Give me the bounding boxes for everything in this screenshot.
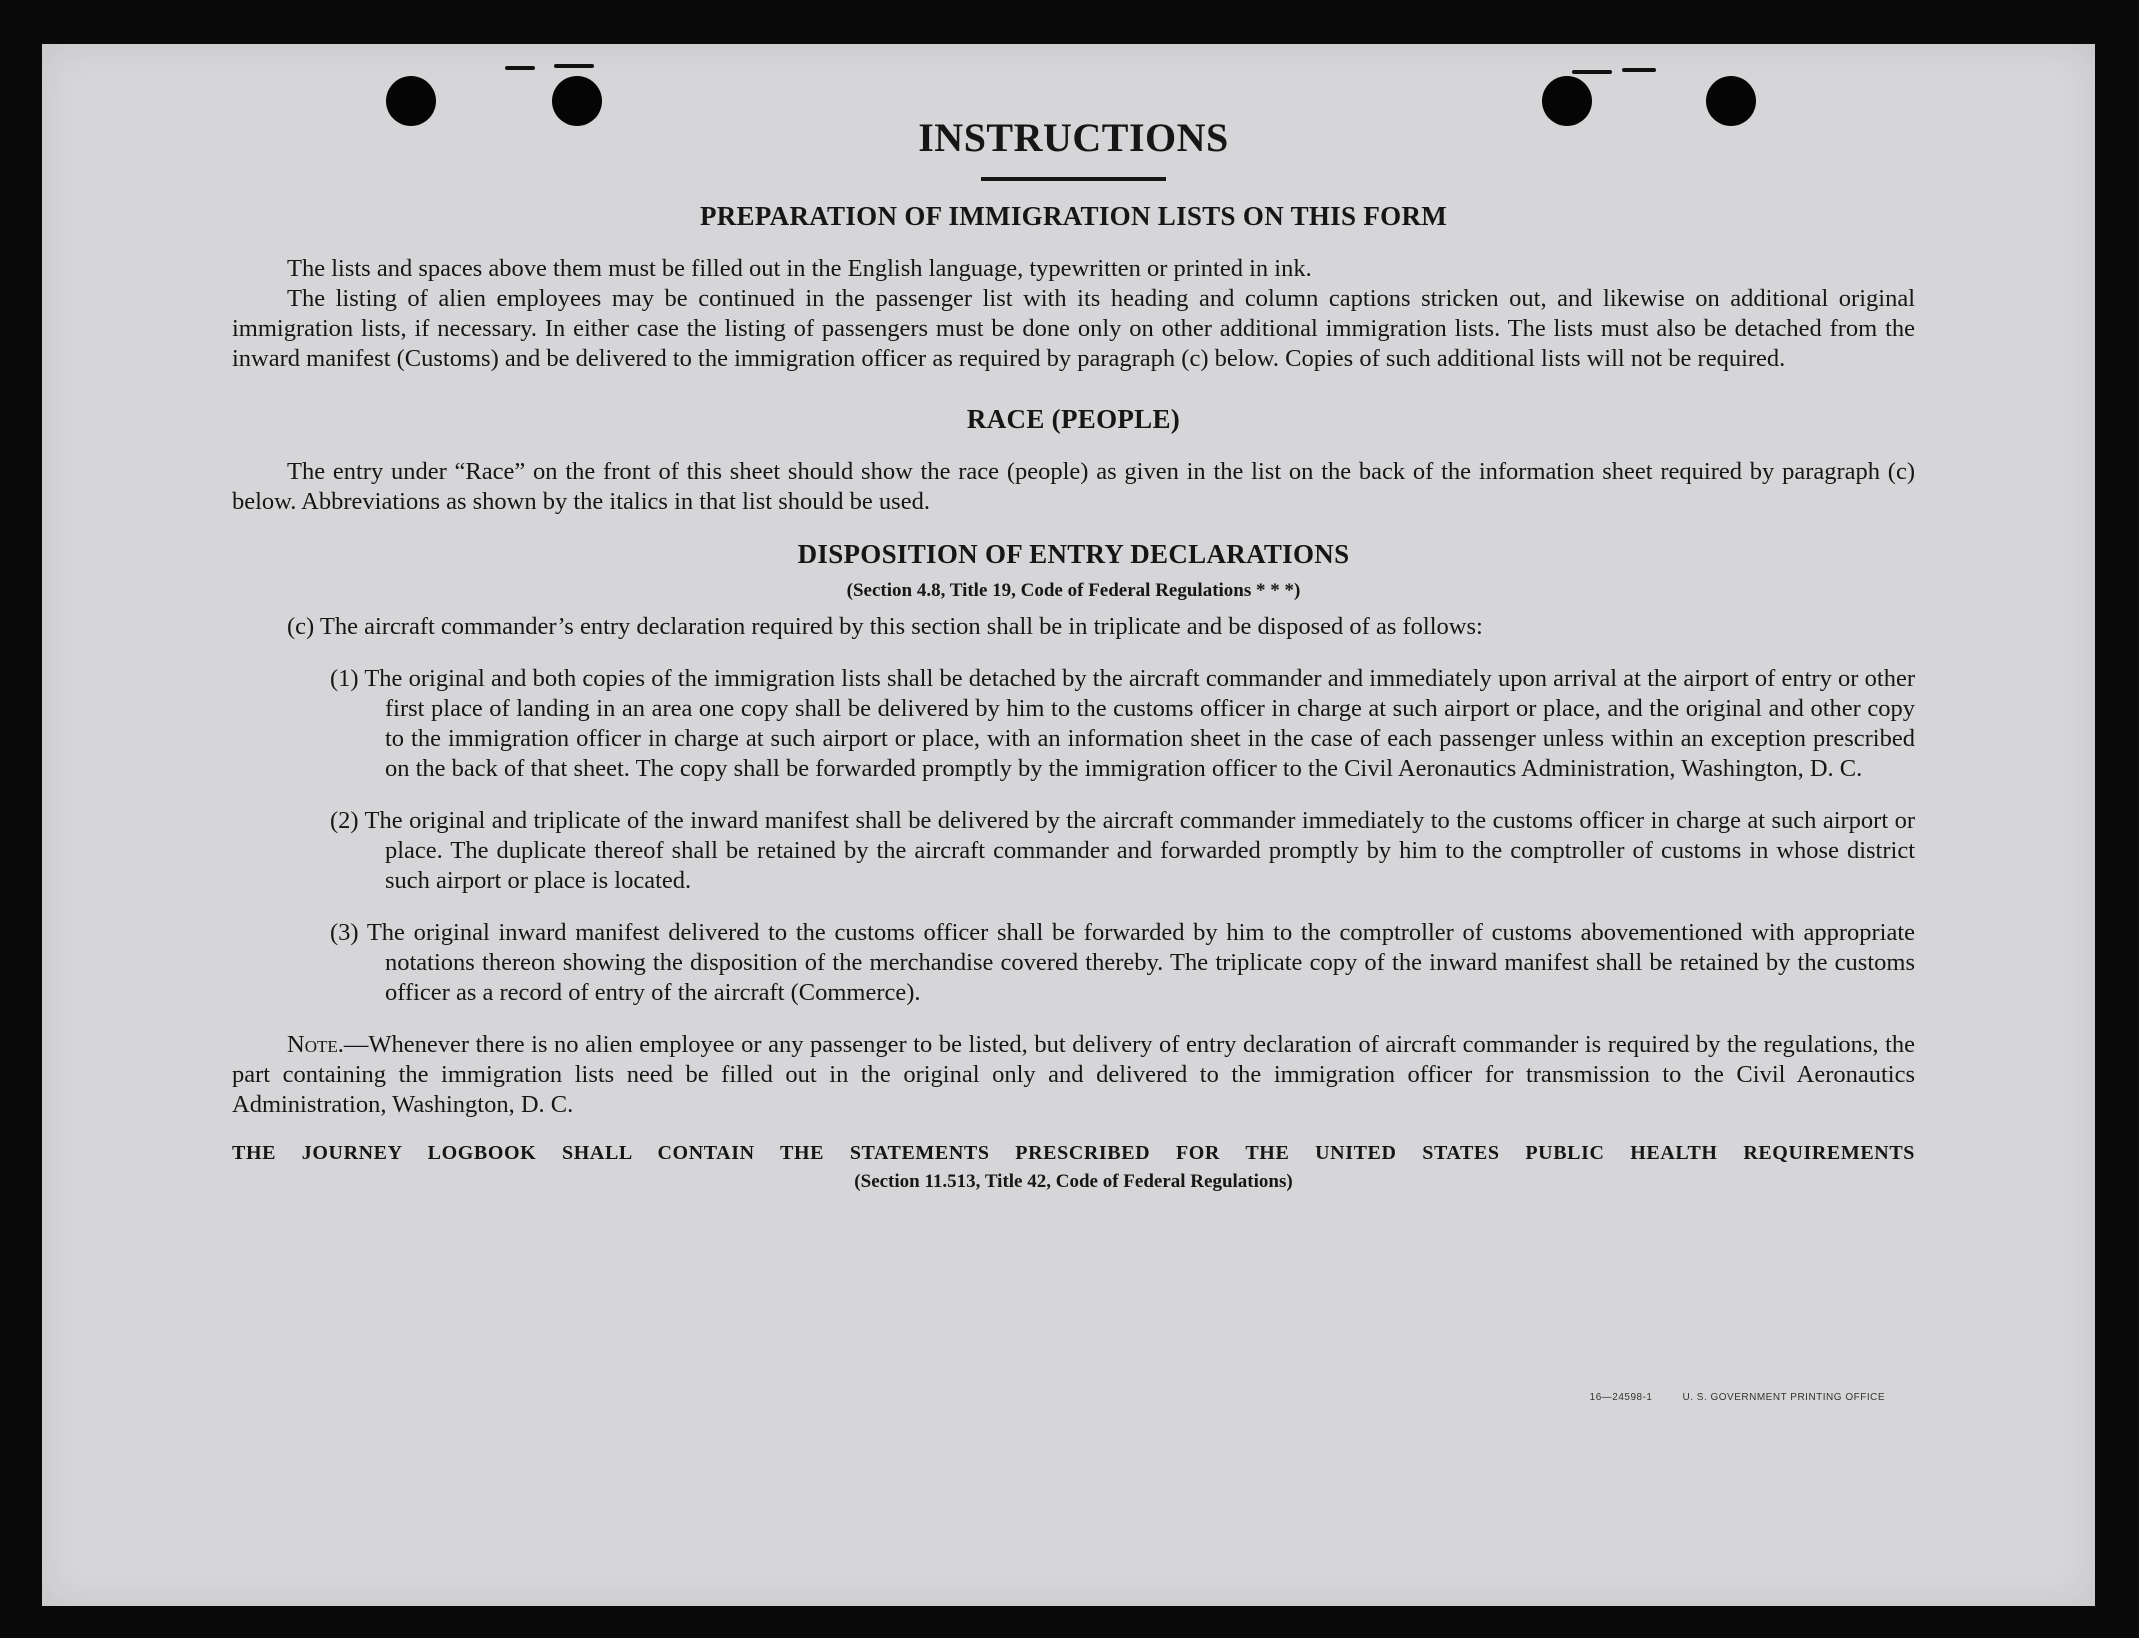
form-number: 16—24598-1 <box>1589 1392 1653 1403</box>
title-rule <box>981 177 1166 181</box>
printer-imprint <box>1590 1392 1885 1403</box>
section-heading-race: RACE (PEOPLE) <box>966 404 1181 434</box>
disposition-item-2: (2) The original and triplicate of the inward manifest shall be delivered by the aircraft commander immediately to the customs officer in charge at such airport or place. The duplicate thereof shall be retained by the aircraft commander and forwarded promptly by him to the comptroller of customs in whose district such airport or place is located. <box>330 807 1915 894</box>
pen-mark <box>554 64 594 68</box>
section-heading-disposition: DISPOSITION OF ENTRY DECLARATIONS <box>797 539 1350 569</box>
pen-mark <box>1622 68 1656 72</box>
note-paragraph <box>232 1030 1915 1120</box>
disposition-citation: (Section 4.8, Title 19, Code of Federal Regulations * * *) <box>846 580 1301 601</box>
note-text: —Whenever there is no alien employee or any passenger to be listed, but delivery of entry declaration of aircraft commander is required by the regulations, the part containing the immigration lists need be filled out in the original only and delivered to the immigration officer for transmission to the Civil Aeronautics Administration, Washington, D. C. <box>232 1031 1915 1118</box>
pen-mark <box>1572 70 1612 74</box>
document-page <box>42 44 2095 1606</box>
disposition-lead: (c) The aircraft commander’s entry declaration required by this section shall be in triplicate and be disposed of as follows: <box>287 613 1483 640</box>
race-paragraph: The entry under “Race” on the front of this sheet should show the race (people) as given in the list on the back of the information sheet required by paragraph (c) below. Abbreviations as shown by the italics in that list should be used. <box>232 458 1915 515</box>
pen-mark <box>505 66 535 70</box>
disposition-item-1: (1) The original and both copies of the immigration lists shall be detached by the aircraft commander and immediately upon arrival at the airport of entry or other first place of landing in an area one copy shall be delivered by him to the customs officer in charge at such airport or place, and the original and other copy to the immigration officer in charge at such airport or place, with an information sheet in the case of each passenger unless within an exception prescribed on the back of that sheet. The copy shall be forwarded promptly by the immigration officer to the Civil Aeronautics Administration, Washington, D. C. <box>330 665 1915 782</box>
preparation-paragraph-1: The lists and spaces above them must be filled out in the English language, typewritten or printed in ink. <box>287 255 1312 282</box>
section-heading-preparation: PREPARATION OF IMMIGRATION LISTS ON THIS FORM <box>699 201 1448 231</box>
note-label: Note. <box>287 1031 344 1058</box>
page-title: INSTRUCTIONS <box>918 115 1229 160</box>
disposition-item-3: (3) The original inward manifest delivered to the customs officer shall be forwarded by him to the comptroller of customs abovementioned with appropriate notations thereon showing the disposition of the merchandise covered thereby. The triplicate copy of the inward manifest shall be retained by the customs officer as a record of entry of the aircraft (Commerce). <box>330 919 1915 1006</box>
health-requirements-citation: (Section 11.513, Title 42, Code of Federal Regulations) <box>854 1171 1293 1192</box>
instructions-content <box>232 114 1915 1193</box>
health-requirements-statement: THE JOURNEY LOGBOOK SHALL CONTAIN THE STATEMENTS PRESCRIBED FOR THE UNITED STATES PUBLIC HEALTH REQUIREMENTS <box>232 1142 1915 1164</box>
preparation-paragraph-2: The listing of alien employees may be continued in the passenger list with its heading and column captions stricken out, and likewise on additional original immigration lists, if necessary. In either case the listing of passengers must be done only on other additional immigration lists. The lists must also be detached from the inward manifest (Customs) and be delivered to the immigration officer as required by paragraph (c) below. Copies of such additional lists will not be required. <box>232 285 1915 372</box>
printing-office: U. S. GOVERNMENT PRINTING OFFICE <box>1682 1392 1885 1403</box>
